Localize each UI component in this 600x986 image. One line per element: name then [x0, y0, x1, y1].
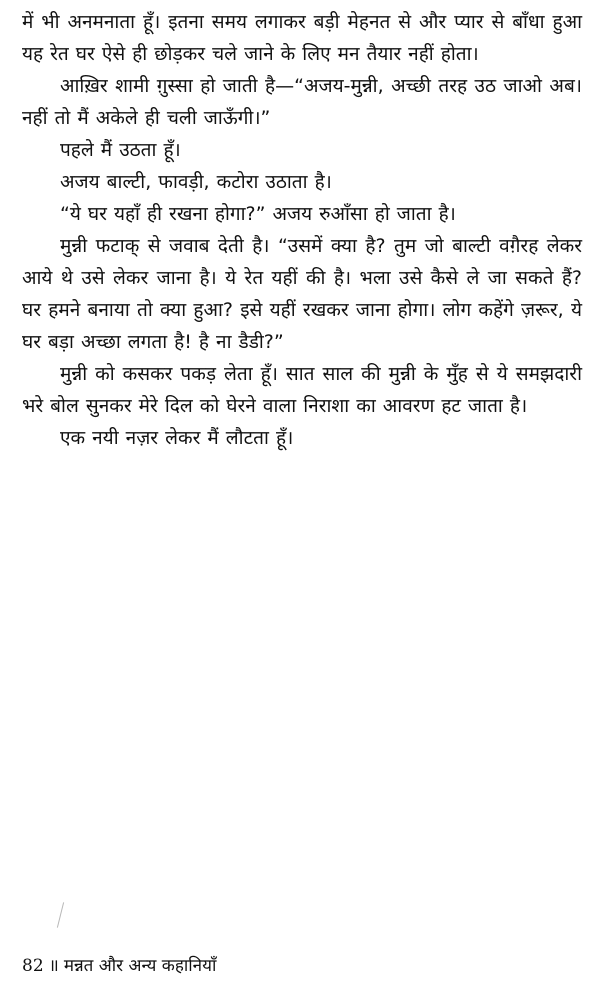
story-text [22, 6, 582, 454]
paragraph: मुन्नी फटाक् से जवाब देती है। “उसमें क्या है? तुम जो बाल्टी वग़ैरह लेकर आये थे उसे लेकर जाना है। ये रेत यहीं की है। भला उसे कैसे ले जा सकते हैं? घर हमने बनाया तो क्या हुआ? इसे यहीं रखकर जाना होगा। लोग कहेंगे ज़रूर, ये घर बड़ा अच्छा लगता है! है ना डैडी?” [22, 235, 582, 353]
footer-separator: ॥ [48, 956, 59, 976]
page-footer [22, 955, 216, 977]
paragraph: “ये घर यहाँ ही रखना होगा?” अजय रुआँसा हो जाता है। [60, 203, 456, 225]
paragraph: में भी अनमनाता हूँ। इतना समय लगाकर बड़ी मेहनत से और प्यार से बाँधा हुआ यह रेत घर ऐसे ही छोड़कर चले जाने के लिए मन तैयार नहीं होता। [22, 11, 582, 65]
paragraph: अजय बाल्टी, फावड़ी, कटोरा उठाता है। [60, 171, 332, 193]
paragraph: आख़िर शामी ग़ुस्सा हो जाती है—“अजय-मुन्नी, अच्छी तरह उठ जाओ अब। नहीं तो मैं अकेले ही चली जाऊँगी।” [22, 75, 582, 129]
page-number: 82 [22, 956, 44, 976]
book-title: मन्नत और अन्य कहानियाँ [63, 956, 217, 976]
paragraph: पहले मैं उठता हूँ। [60, 139, 181, 161]
paragraph: एक नयी नज़र लेकर मैं लौटता हूँ। [60, 427, 294, 449]
scan-mark [57, 902, 64, 927]
paragraph: मुन्नी को कसकर पकड़ लेता हूँ। सात साल की मुन्नी के मुँह से ये समझदारी भरे बोल सुनकर मेरे दिल को घेरने वाला निराशा का आवरण हट जाता है। [22, 363, 582, 417]
